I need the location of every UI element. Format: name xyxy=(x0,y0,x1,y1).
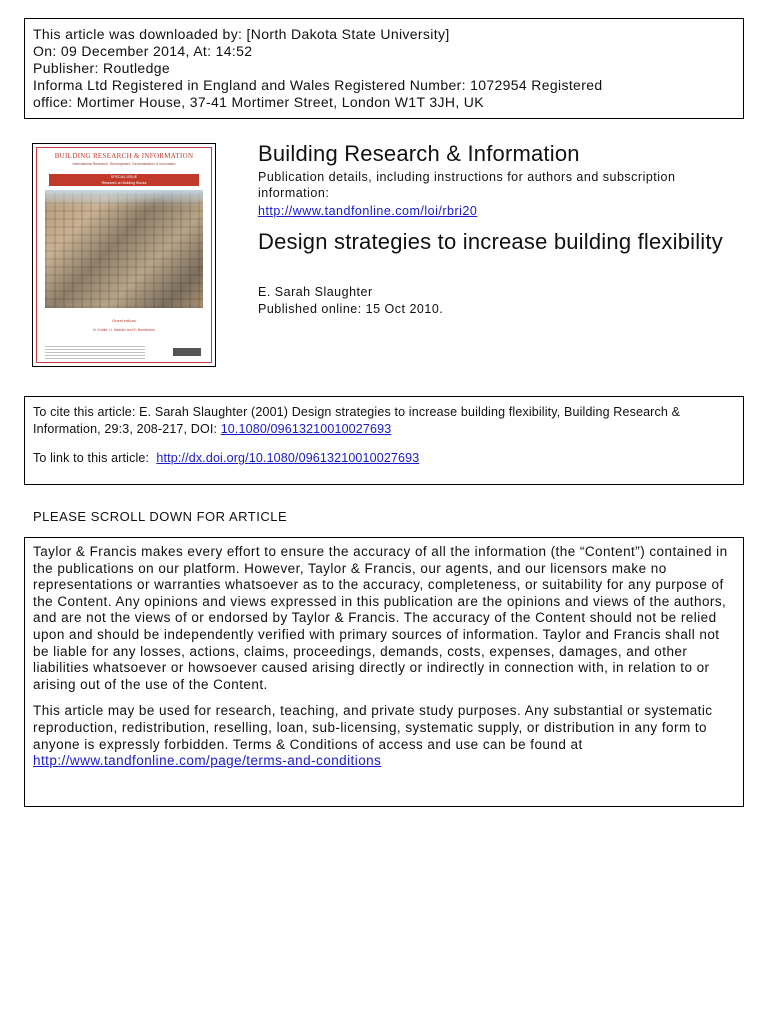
cover-banner-line1: SPECIAL ISSUE xyxy=(110,175,138,179)
cover-contributors: N. Kohler, U. Hassler and E. Henderson xyxy=(93,328,155,332)
cover-fine-print xyxy=(45,346,145,360)
citation-paragraph xyxy=(33,404,743,438)
publication-details: Publication details, including instructions for authors and subscription information: xyxy=(258,170,676,200)
citation-box xyxy=(24,396,744,485)
usage-text: This article may be used for research, teaching, and private study purposes. Any substantial or systematic reproduction, redistribution, reselling, loan, sub-licensing, systematic supply, or distribution in any form to anyone is expressly forbidden. Terms & Conditions of access and use can be found at xyxy=(33,703,713,752)
usage-paragraph xyxy=(33,703,735,769)
cover-photo xyxy=(45,190,203,308)
disclaimer-box xyxy=(24,537,744,807)
publisher-line: Publisher: Routledge xyxy=(33,60,170,76)
download-date-line: On: 09 December 2014, At: 14:52 xyxy=(33,43,253,59)
publisher-logo-icon xyxy=(173,348,201,356)
office-address-line: office: Mortimer House, 37-41 Mortimer Street, London W1T 3JH, UK xyxy=(33,94,484,110)
terms-link[interactable]: http://www.tandfonline.com/page/terms-and-conditions xyxy=(33,753,382,769)
scroll-down-label: PLEASE SCROLL DOWN FOR ARTICLE xyxy=(33,509,288,524)
article-link-line xyxy=(33,450,743,467)
published-date: Published online: 15 Oct 2010. xyxy=(258,302,444,316)
cover-contributors-heading: Guest editors xyxy=(112,318,136,323)
citation-text: To cite this article: E. Sarah Slaughter (2001) Design strategies to increase building flexibility, Building Research & Information, 29:3, 208-217, DOI: xyxy=(33,405,681,436)
article-title: Design strategies to increase building flexibility xyxy=(258,229,723,254)
registration-line: Informa Ltd Registered in England and Wales Registered Number: 1072954 Registered xyxy=(33,77,603,93)
journal-link[interactable]: http://www.tandfonline.com/loi/rbri20 xyxy=(258,204,478,218)
cover-frame xyxy=(36,147,212,363)
doi-link[interactable]: 10.1080/09613210010027693 xyxy=(220,422,392,436)
journal-cover-image xyxy=(32,143,216,367)
cover-journal-name: BUILDING RESEARCH & INFORMATION xyxy=(54,152,194,160)
disclaimer-paragraph: Taylor & Francis makes every effort to ensure the accuracy of all the information (the “Content”) contained in the publications on our platform. However, Taylor & Francis, our agents, and our licensors make no representations or warranties whatsoever as to the accuracy, completeness, or suitability for any purpose of the Content. Any opinions and views expressed in this publication are the opinions and views of the authors, and are not the views of or endorsed by Taylor & Francis. The accuracy of the Content should not be relied upon and should be independently verified with primary sources of information. Taylor and Francis shall not be liable for any losses, actions, claims, proceedings, demands, costs, expenses, damages, and other liabilities whatsoever or howsoever caused arising directly or indirectly in connection with, in relation to or arising out of the use of the Content. xyxy=(33,544,728,692)
article-author: E. Sarah Slaughter xyxy=(258,285,373,299)
download-notice-line: This article was downloaded by: [North Dakota State University] xyxy=(33,26,450,42)
download-notice-box xyxy=(24,18,744,119)
journal-title: Building Research & Information xyxy=(258,141,580,166)
cover-journal-tagline: International Research, Development, Demonstration & Innovation xyxy=(72,162,176,166)
article-link-label: To link to this article: xyxy=(33,451,150,465)
article-doi-url-link[interactable]: http://dx.doi.org/10.1080/09613210010027693 xyxy=(156,451,420,465)
cover-banner xyxy=(49,174,199,186)
cover-banner-line2: Research on Building Stocks xyxy=(101,181,147,185)
